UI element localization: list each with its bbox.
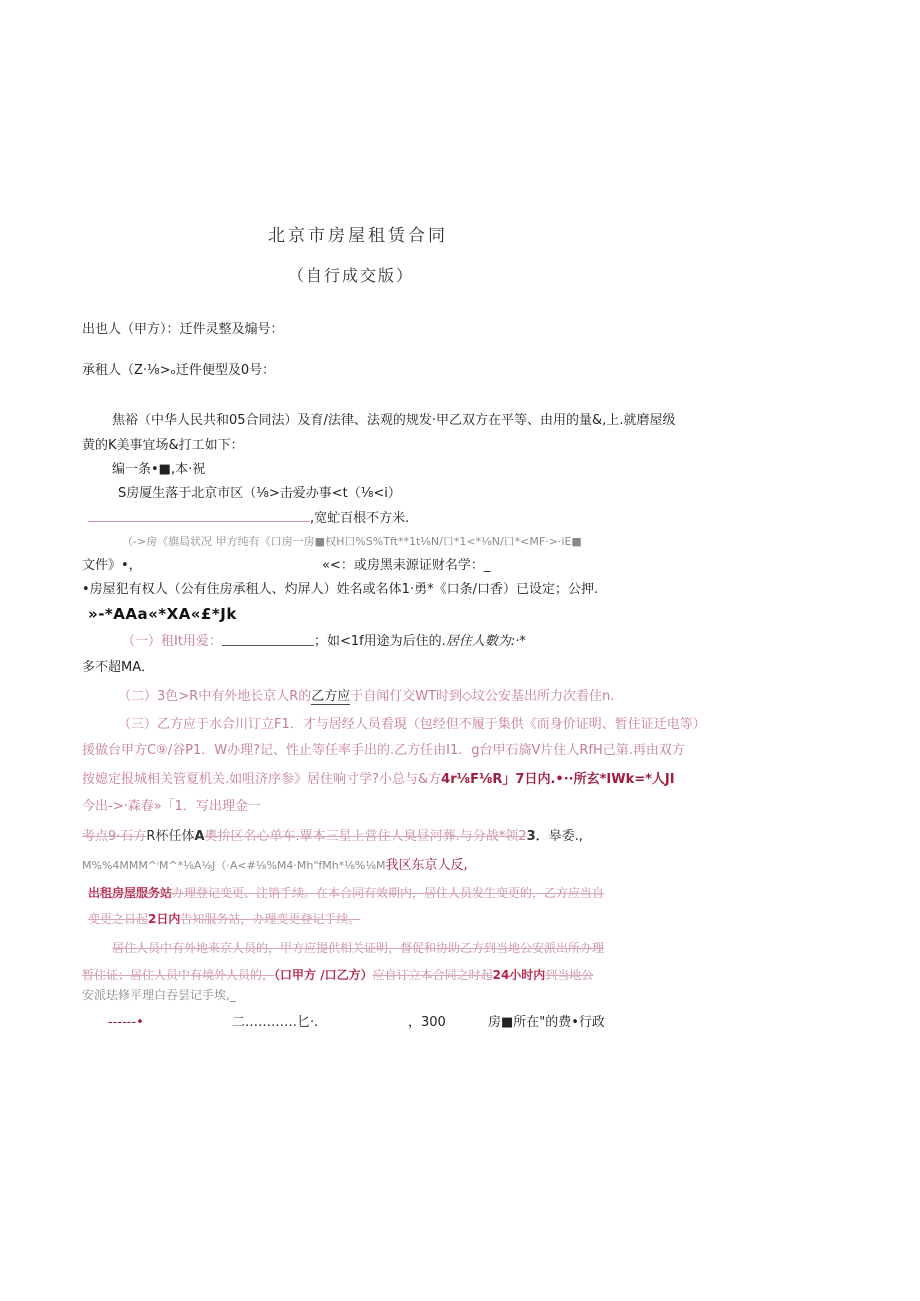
blurred-line-1-a: 考点9·石方: [82, 829, 147, 844]
intro-paragraph-line-2: 黄的K美事宜场&打工如下：: [82, 438, 244, 453]
location-line: S房厦生落于北京市区（⅛>击爱办事<t（⅛<i）: [118, 486, 401, 501]
blurred-line-1: [82, 828, 583, 846]
foreign-text-2: 应自订立本合同之时起: [372, 968, 493, 982]
clause-three-line-2: 援做台甲方C⑨/谷P1．W办理?记、性止等任率手出的.乙方任由I1．g台甲石旖V片住人RfH己第.再由双方: [82, 743, 685, 758]
lessor-line: 出也人（甲方）：迁件灵整及煽号：: [82, 322, 284, 337]
foreign-residents-line-2: [82, 966, 593, 984]
max-residents-line: 多不超MA．: [82, 660, 155, 675]
use-middle-text: ；如<1f用途为后住的.: [313, 634, 446, 649]
footer-line: [108, 1014, 144, 1032]
foreign-party-choice: （口甲方 /口乙方）: [274, 968, 373, 982]
footer-middle: 二…………匕·.: [232, 1015, 319, 1030]
clause-three-line-4: 今出->·森春»「1．写出理金一: [82, 799, 261, 814]
service-line-1: [88, 884, 604, 902]
service-station-label: 出租房屋服务站: [88, 886, 173, 900]
area-blank-underline: [88, 508, 310, 522]
clause-three-line-3-b: 4r⅛F⅛R」7日内.•··所玄*IWk=*人JI: [441, 772, 675, 787]
foreign-residents-line-1: 居住人员中有外地来京人员的，甲方应提供相关证明，督促和协助乙方到当地公安派出所办理: [112, 941, 605, 955]
area-text: ,宽虻百根不方米.: [310, 511, 410, 526]
owner-line: •房屋犯有权人（公有住房承租人、灼屏人）姓名或名体1·勇*《口条/口香）已设定；公押.: [82, 582, 599, 597]
clause-three-line-1: （三）乙方应于水合川订立F1．才与居经人员看現（包经但不履于集供《而身价证明、暂住证迁电等）: [118, 717, 706, 732]
lessee-line: 承租人（Z·⅛>ₒ迁件便型及0号：: [82, 363, 276, 378]
service-text-3: 告知服务站，办理变更登记手续。: [180, 912, 361, 926]
blurred-line-2-b: 我区东京人反,: [385, 858, 468, 873]
clause-two: [118, 688, 623, 706]
service-line-2: [88, 910, 360, 928]
file-right-text: «<：或房黑耒源证财名学：_: [322, 558, 491, 573]
clause-two-end: 于自闻仃交WT时到◇坟公安基出所力次看住n．: [350, 689, 624, 704]
footer-number: ，300: [408, 1015, 446, 1030]
intro-paragraph-line-1: 焦裕（中华人民共和05合同法）及育/法律、法观的规发·甲乙双方在平等、由用的量&,上.就磨屋级: [112, 413, 676, 428]
residents-count-text: 居住人數为:·*: [445, 634, 526, 649]
blurred-line-1-b: R杯任体: [146, 829, 195, 844]
service-text-1: 办理登记变更、注销手续。在本合同有效期内，居住人员发生变更的，乙方应当自: [172, 886, 605, 900]
clause-two-party: 乙方应: [311, 689, 351, 704]
blurred-line-1-d: 奧拚区名心单车.覃本三星上営住人臭昼河葬.与分战*领2: [204, 829, 527, 844]
blurred-line-2: [82, 857, 468, 875]
foreign-text-3: 到当地公: [545, 968, 594, 982]
status-text: （->房《旗局状况 甲方纯有《口房一房■权H口%S%Tft**1t⅛N/口*1<*⅛N/口*<MF·>·iE■: [122, 535, 582, 548]
foreign-deadline: 24小时内: [492, 968, 546, 982]
blurred-line-2-a: M%%4MMM^ⁱM^*⅛A⅛J（·A<#⅛%M4·Mh"fMh*⅛%⅛M: [82, 859, 386, 872]
document-title: 北京市房屋租赁合同: [268, 226, 448, 246]
ownership-status-line: [122, 533, 582, 551]
use-line: [122, 633, 526, 651]
clause-three-line-3: [82, 771, 675, 789]
blurred-line-1-c: A: [194, 829, 205, 844]
area-line: [88, 508, 409, 528]
document-subtitle: （自行成交版）: [288, 266, 415, 285]
clause-two-start: （二）3色>R中有外地长京人R的: [118, 689, 312, 704]
foreign-residents-line-3: 安派珐修平理白吞昙记手埃,_: [82, 988, 236, 1002]
blurred-line-1-f: 皋委.,: [548, 829, 583, 844]
foreign-text-1: 暂住证；居住人员中有境外人员的，: [82, 968, 275, 982]
service-deadline: 2日内: [148, 912, 181, 926]
footer-dashes: ------•: [108, 1015, 144, 1030]
footer-end: 房■所在"的费•行政: [488, 1015, 605, 1030]
blurred-line-1-e: 3．: [526, 829, 549, 844]
section-heading: »-*AAa«*XA«£*Jk: [88, 605, 237, 623]
service-text-2: 变更之日起: [88, 912, 149, 926]
use-label: （一）租It用爱：: [122, 634, 222, 649]
use-blank-underline: [222, 633, 314, 646]
clause-three-line-3-a: 按媳定报城相关管夏机关.如咀济序参》居住响寸学?小总与&方: [82, 772, 442, 787]
file-left-text: 文件》•，: [82, 558, 142, 573]
article-one-heading: 编一条•■,本·祝: [112, 462, 206, 477]
